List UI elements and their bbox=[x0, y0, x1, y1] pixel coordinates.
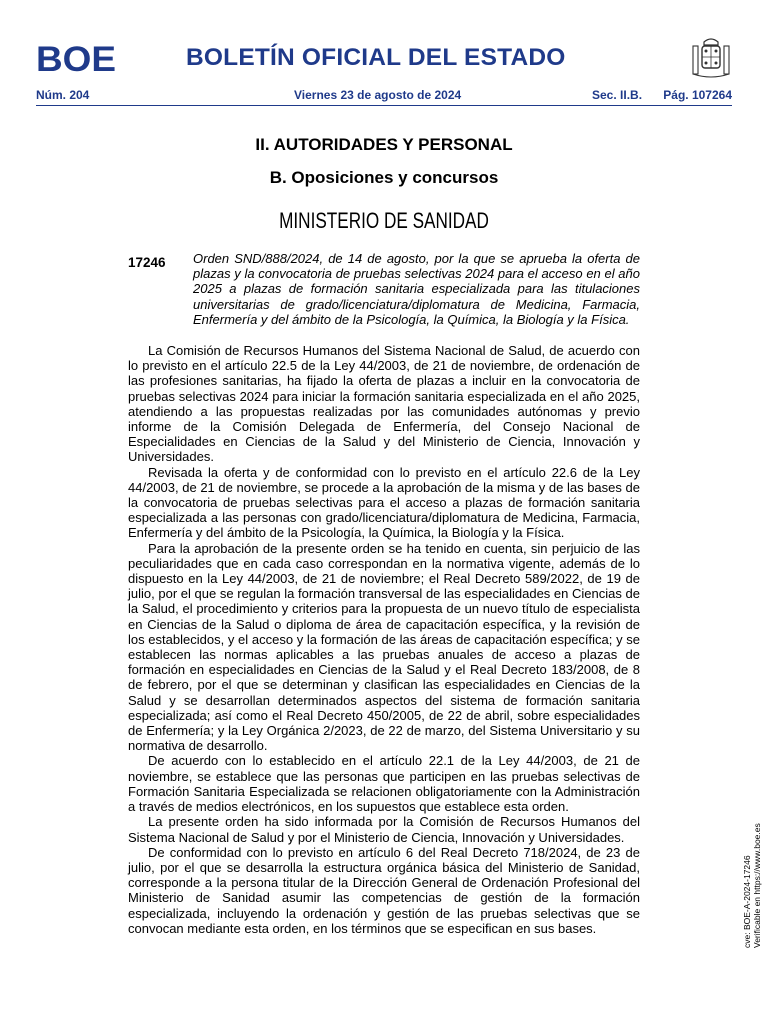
paragraph: La presente orden ha sido informada por la Comisión de Recursos Humanos del Sistema Nacional de Salud y por el Ministerio de Ciencia, Innovación y Universidades. bbox=[128, 814, 640, 845]
logo-text: BOE bbox=[36, 42, 116, 74]
section-title: II. AUTORIDADES Y PERSONAL bbox=[255, 135, 513, 154]
issue-date: Viernes 23 de agosto de 2024 bbox=[294, 88, 462, 102]
order-summary: Orden SND/888/2024, de 14 de agosto, por la que se aprueba la oferta de plazas y la convocatoria de pruebas selectivas 2024 para el acceso en el año 2025 a plazas de formación sanitaria especializada para las titulaciones universitarias de grado/licenciatura/diplomatura de Medicina, Farmacia, Enfermería y del ámbito de la Psicología, la Química, la Biología y la Física. bbox=[193, 251, 640, 327]
cve-code: cve: BOE-A-2024-17246 bbox=[742, 855, 752, 948]
entry-number: 17246 bbox=[128, 255, 166, 270]
coat-of-arms-icon bbox=[690, 36, 732, 80]
publication-title: BOLETÍN OFICIAL DEL ESTADO bbox=[186, 44, 566, 71]
paragraph: Para la aprobación de la presente orden se ha tenido en cuenta, sin perjuicio de las peculiaridades que en cada caso correspondan en la normativa vigente, además de lo dispuesto en la Ley 44/2003, de 21 de noviembre; el Real Decreto 589/2022, de 19 de julio, por el que se regulan la formación transversal de las especialidades en Ciencias de la Salud, el procedimiento y criterios para la propuesta de un nuevo título de especialista en Ciencias de la Salud o diploma de área de capacitación específica, y la revisión de los establecidos, y el acceso y la formación de las áreas de capacitación específica; y se establecen las normas aplicables a las pruebas anuales de acceso a plazas de formación en especialidades en Ciencias de la Salud y el Real Decreto 183/2008, de 8 de febrero, por el que se determinan y clasifican las especialidades en Ciencias de la Salud y se desarrollan determinados aspectos del sistema de formación sanitaria especializada; así como el Real Decreto 450/2005, de 22 de abril, sobre especialidades de Enfermería; y la Ley Orgánica 2/2023, de 22 de marzo, del Sistema Universitario y su normativa de desarrollo. bbox=[128, 540, 640, 754]
issue-info-row bbox=[36, 88, 732, 104]
paragraph: La Comisión de Recursos Humanos del Sistema Nacional de Salud, de acuerdo con lo previsto en el artículo 22.5 de la Ley 44/2003, de 21 de noviembre, de ordenación de las profesiones sanitarias, ha fijado la oferta de plazas a incluir en la convocatoria de pruebas selectivas 2024 para iniciar la formación sanitaria especializada en el año 2025, atendiendo a las propuestas realizadas por las comunidades autónomas y previo informe de la Comisión Delegada de Enfermería, del Consejo Nacional de Especialidades en Ciencias de la Salud y del Ministerio de Ciencia, Innovación y Universidades. bbox=[128, 343, 640, 465]
subsection-title: B. Oposiciones y concursos bbox=[269, 168, 499, 187]
paragraph: De conformidad con lo previsto en artículo 6 del Real Decreto 718/2024, de 23 de julio, por el que se desarrolla la estructura orgánica básica del Ministerio de Sanidad, corresponde a la persona titular de la Dirección General de Ordenación Profesional del Ministerio de Sanidad asumir las competencias de gestión de la formación especializada, incluyendo la ordenación y gestión de las pruebas selectivas que se convocan mediante esta orden, en los términos que se especifican en sus bases. bbox=[128, 844, 640, 936]
page-header bbox=[0, 0, 768, 110]
margin-verification-note bbox=[742, 823, 762, 948]
document-body bbox=[128, 343, 640, 936]
issue-number: Núm. 204 bbox=[36, 88, 90, 102]
verify-link[interactable]: Verificable en https://www.boe.es bbox=[752, 823, 762, 948]
section-code: Sec. II.B. bbox=[592, 88, 643, 102]
page-number: Pág. 107264 bbox=[663, 88, 732, 102]
paragraph: De acuerdo con lo establecido en el artículo 22.1 de la Ley 44/2003, de 21 de noviembre, se establece que las personas que participen en las pruebas selectivas de Formación Sanitaria Especializada se relacionen obligatoriamente con la Administración a través de medios electrónicos, en los supuestos que establece esta orden. bbox=[128, 753, 640, 815]
paragraph: Revisada la oferta y de conformidad con lo previsto en el artículo 22.6 de la Ley 44/2003, de 21 de noviembre, se procede a la aprobación de la misma y de las bases de la convocatoria de pruebas selectivas para el acceso a plazas de formación sanitaria especializada a las personas con grado/licenciatura/diplomatura de Medicina, Farmacia, Enfermería y del ámbito de la Psicología, la Química, la Biología y la Física. bbox=[128, 464, 640, 541]
header-divider bbox=[36, 105, 732, 106]
ministry-heading: MINISTERIO DE SANIDAD bbox=[279, 208, 489, 233]
boe-logo bbox=[36, 42, 116, 74]
